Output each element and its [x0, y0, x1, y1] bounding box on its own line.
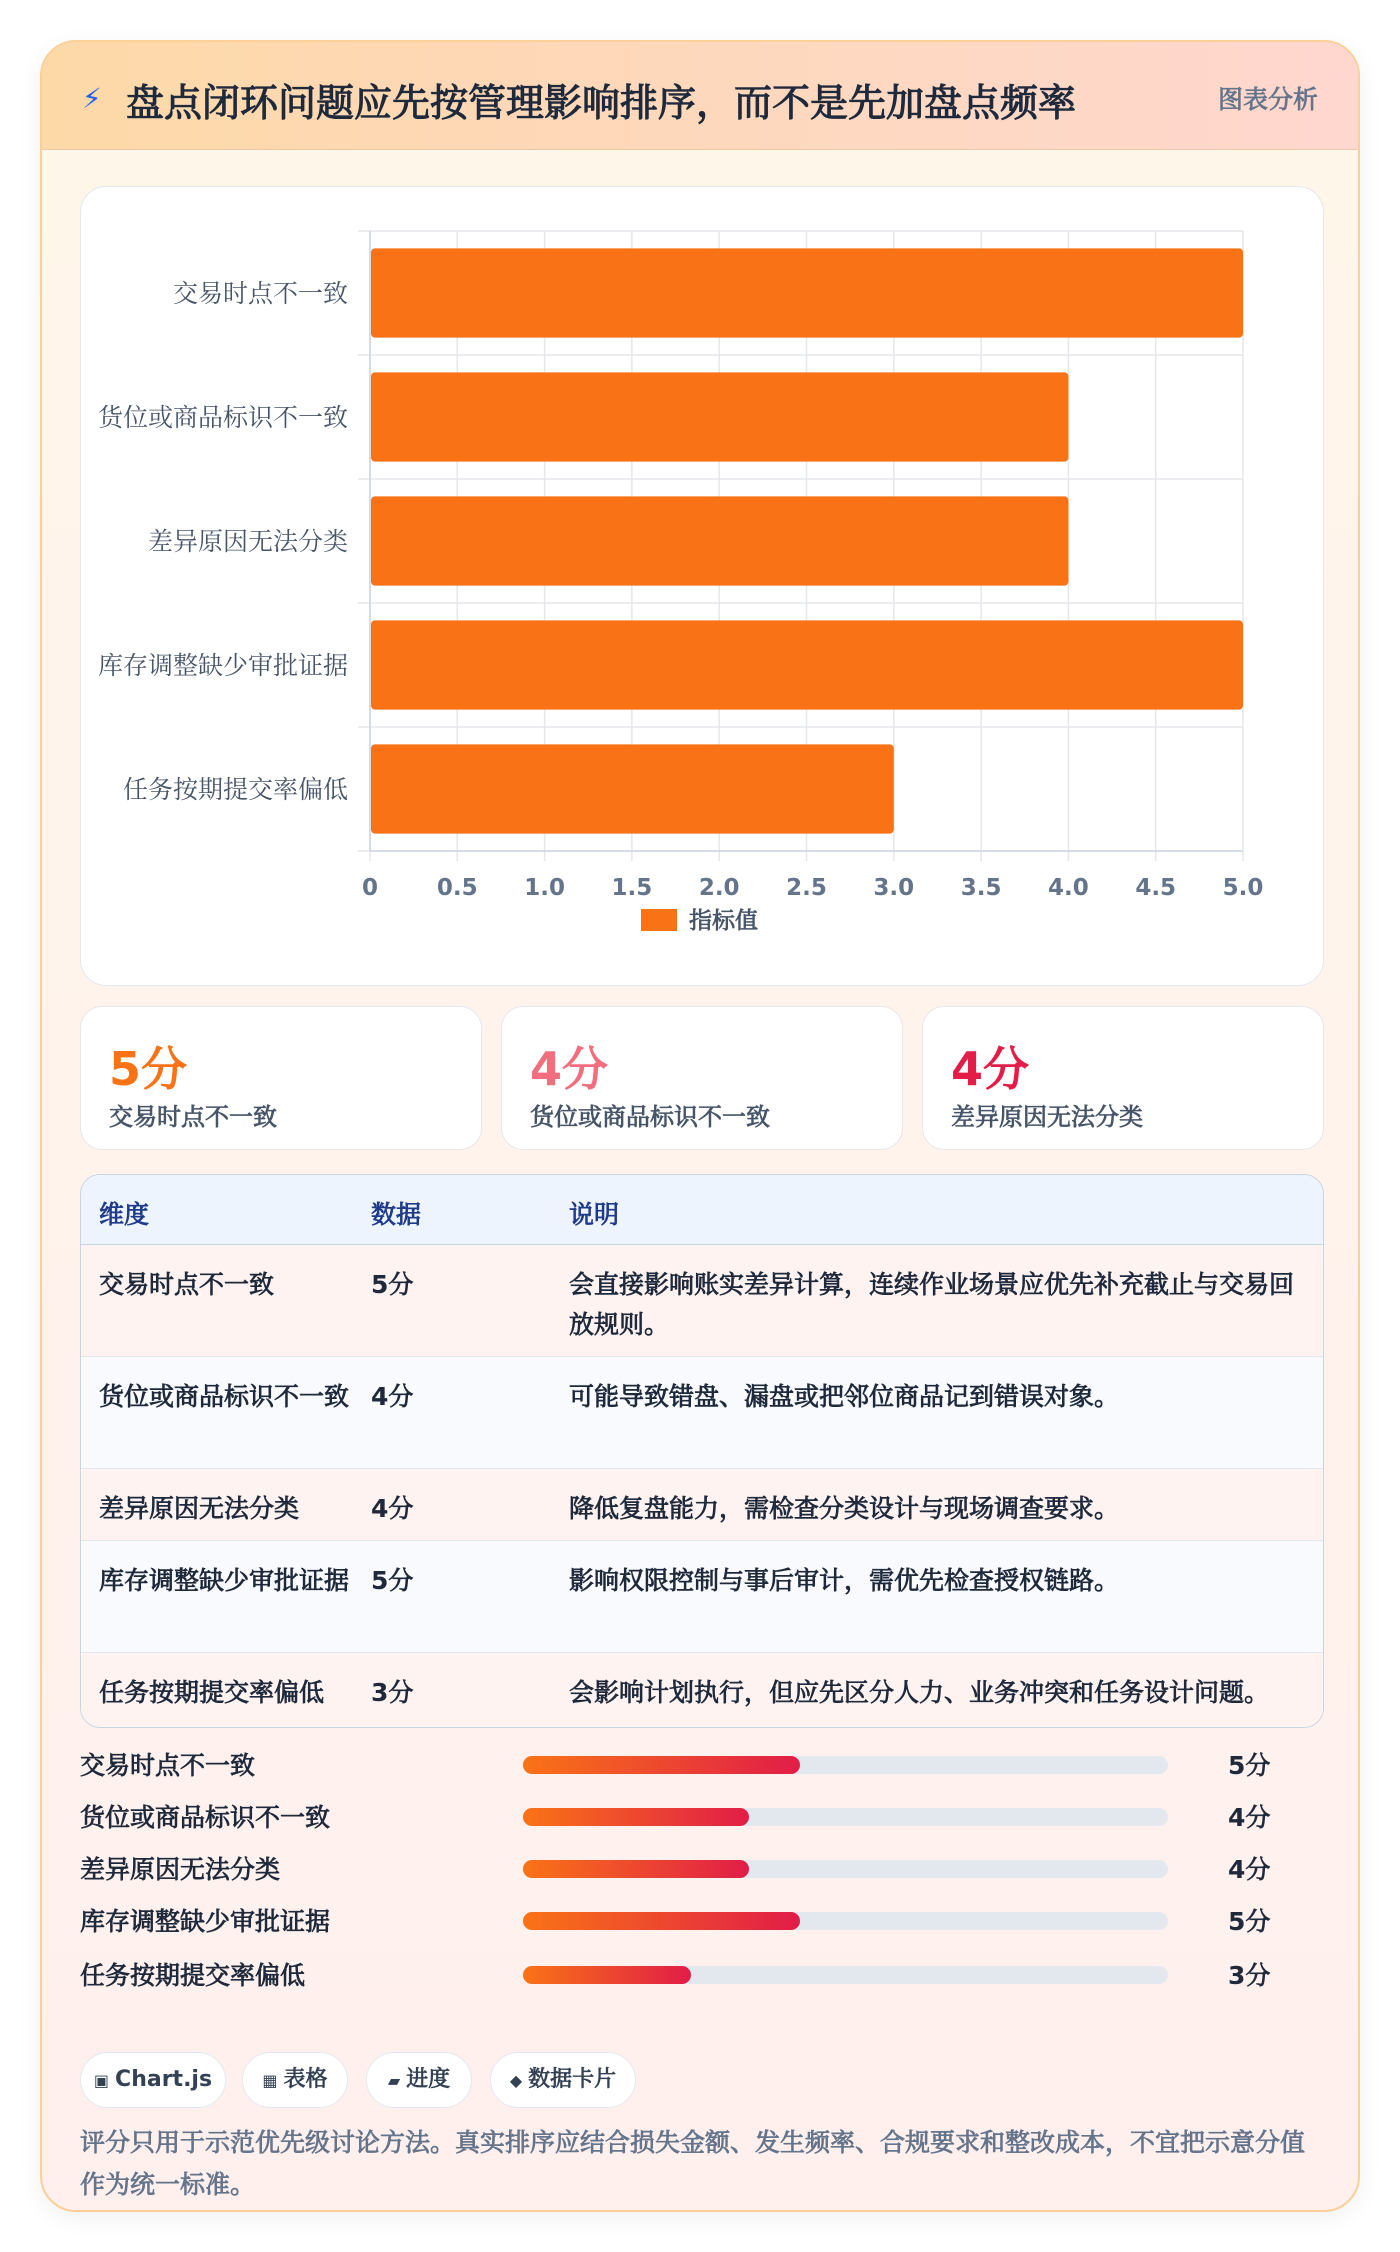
diamond-icon: ◆ — [509, 2071, 523, 2090]
cell-description: 可能导致错盘、漏盘或把邻位商品记到错误对象。 — [569, 1382, 1120, 1411]
analysis-card — [40, 40, 1360, 2212]
cell-description: 会直接影响账实差异计算，连续作业场景应优先补充截止与交易回放规则。 — [569, 1270, 1295, 1339]
stat-card-2 — [501, 1006, 903, 1150]
chip-data-card[interactable] — [490, 2052, 636, 2108]
cell-dimension: 货位或商品标识不一致 — [99, 1382, 350, 1411]
progress-fill — [523, 1966, 691, 1984]
stat-card-1 — [80, 1006, 482, 1150]
page-title: 盘点闭环问题应先按管理影响排序，而不是先加盘点频率 — [126, 81, 1077, 125]
progress-track — [523, 1860, 1168, 1878]
progress-track — [523, 1966, 1168, 1984]
stat-label: 货位或商品标识不一致 — [530, 1103, 770, 1131]
bar — [371, 372, 1068, 461]
x-tick-label: 1.5 — [611, 875, 653, 901]
bar — [371, 620, 1243, 709]
x-tick-label: 3.0 — [873, 875, 915, 901]
stat-value: 4分 — [530, 1042, 609, 1096]
progress-value: 3分 — [1228, 1961, 1271, 1990]
y-tick-label: 货位或商品标识不一致 — [97, 403, 348, 432]
chip-label: 数据卡片 — [528, 2067, 617, 2092]
x-tick-label: 0 — [361, 875, 379, 901]
chip-table[interactable] — [242, 2052, 348, 2108]
data-table — [80, 1174, 1324, 1728]
progress-row — [80, 1742, 1324, 1782]
bar-chart — [81, 187, 1325, 987]
stat-label: 交易时点不一致 — [109, 1103, 277, 1131]
progress-fill — [523, 1756, 800, 1774]
bolt-icon: ⚡ — [82, 82, 102, 115]
y-tick-label: 库存调整缺少审批证据 — [97, 651, 348, 680]
progress-row — [80, 1794, 1324, 1834]
table-row — [81, 1245, 1323, 1357]
cell-data: 4分 — [371, 1494, 414, 1523]
cell-data: 3分 — [371, 1678, 414, 1707]
chip-label: 进度 — [406, 2067, 451, 2092]
stat-label: 差异原因无法分类 — [951, 1103, 1143, 1131]
table-header — [81, 1175, 1323, 1245]
progress-fill — [523, 1912, 800, 1930]
y-tick-label: 交易时点不一致 — [172, 279, 348, 308]
progress-icon: ▰ — [387, 2071, 401, 2090]
column-header-dimension: 维度 — [99, 1200, 150, 1229]
bar-chart-panel — [80, 186, 1324, 986]
cell-description: 影响权限控制与事后审计，需优先检查授权链路。 — [569, 1566, 1120, 1595]
cell-description: 会影响计划执行，但应先区分人力、业务冲突和任务设计问题。 — [569, 1678, 1270, 1707]
stat-card-3 — [922, 1006, 1324, 1150]
x-tick-label: 3.5 — [960, 875, 1002, 901]
progress-value: 4分 — [1228, 1803, 1271, 1832]
chip-label: Chart.js — [115, 2067, 213, 2092]
progress-track — [523, 1912, 1168, 1930]
table-row — [81, 1653, 1323, 1728]
x-tick-label: 4.0 — [1048, 875, 1089, 901]
progress-track — [523, 1808, 1168, 1826]
legend-label: 指标值 — [689, 908, 758, 934]
chart-icon: ▣ — [93, 2071, 110, 2090]
cell-dimension: 交易时点不一致 — [99, 1270, 275, 1299]
progress-label: 库存调整缺少审批证据 — [80, 1907, 331, 1936]
progress-row — [80, 1898, 1324, 1938]
progress-label: 货位或商品标识不一致 — [80, 1803, 331, 1832]
footnote: 评分只用于示范优先级讨论方法。真实排序应结合损失金额、发生频率、合规要求和整改成本，不宜把示意分值作为统一标准。 — [80, 2128, 1306, 2199]
column-header-data: 数据 — [371, 1200, 422, 1229]
progress-row — [80, 1952, 1324, 1992]
chart-analysis-tag: 图表分析 — [1217, 85, 1318, 114]
cell-data: 5分 — [371, 1270, 414, 1299]
y-tick-label: 任务按期提交率偏低 — [122, 775, 348, 804]
x-tick-label: 5.0 — [1222, 875, 1264, 901]
progress-track — [523, 1756, 1168, 1774]
cell-data: 4分 — [371, 1382, 414, 1411]
progress-label: 任务按期提交率偏低 — [80, 1961, 306, 1990]
cell-dimension: 任务按期提交率偏低 — [99, 1678, 325, 1707]
table-row — [81, 1357, 1323, 1469]
stat-value: 5分 — [109, 1042, 188, 1096]
progress-value: 4分 — [1228, 1855, 1271, 1884]
chip-label: 表格 — [283, 2067, 328, 2092]
chip-chartjs[interactable] — [80, 2052, 226, 2108]
bar — [371, 496, 1068, 585]
x-tick-label: 2.0 — [698, 875, 740, 901]
cell-dimension: 差异原因无法分类 — [99, 1494, 300, 1523]
progress-label: 差异原因无法分类 — [80, 1855, 281, 1884]
x-tick-label: 1.0 — [524, 875, 565, 901]
stat-value: 4分 — [951, 1042, 1030, 1096]
progress-fill — [523, 1808, 749, 1826]
y-tick-label: 差异原因无法分类 — [147, 527, 348, 556]
progress-value: 5分 — [1228, 1751, 1271, 1780]
progress-label: 交易时点不一致 — [80, 1751, 256, 1780]
column-header-description: 说明 — [569, 1200, 620, 1229]
legend-swatch — [641, 909, 677, 931]
bar — [371, 744, 894, 833]
x-tick-label: 2.5 — [786, 875, 827, 901]
cell-description: 降低复盘能力，需检查分类设计与现场调查要求。 — [569, 1494, 1120, 1523]
progress-value: 5分 — [1228, 1907, 1271, 1936]
cell-data: 5分 — [371, 1566, 414, 1595]
progress-row — [80, 1846, 1324, 1886]
table-row — [81, 1541, 1323, 1653]
table-icon: ▦ — [262, 2071, 278, 2090]
bar — [371, 248, 1243, 337]
chip-progress[interactable] — [366, 2052, 472, 2108]
x-tick-label: 4.5 — [1135, 875, 1177, 901]
card-header — [42, 42, 1358, 150]
table-row — [81, 1469, 1323, 1541]
progress-fill — [523, 1860, 749, 1878]
cell-dimension: 库存调整缺少审批证据 — [99, 1566, 350, 1595]
x-tick-label: 0.5 — [436, 875, 478, 901]
